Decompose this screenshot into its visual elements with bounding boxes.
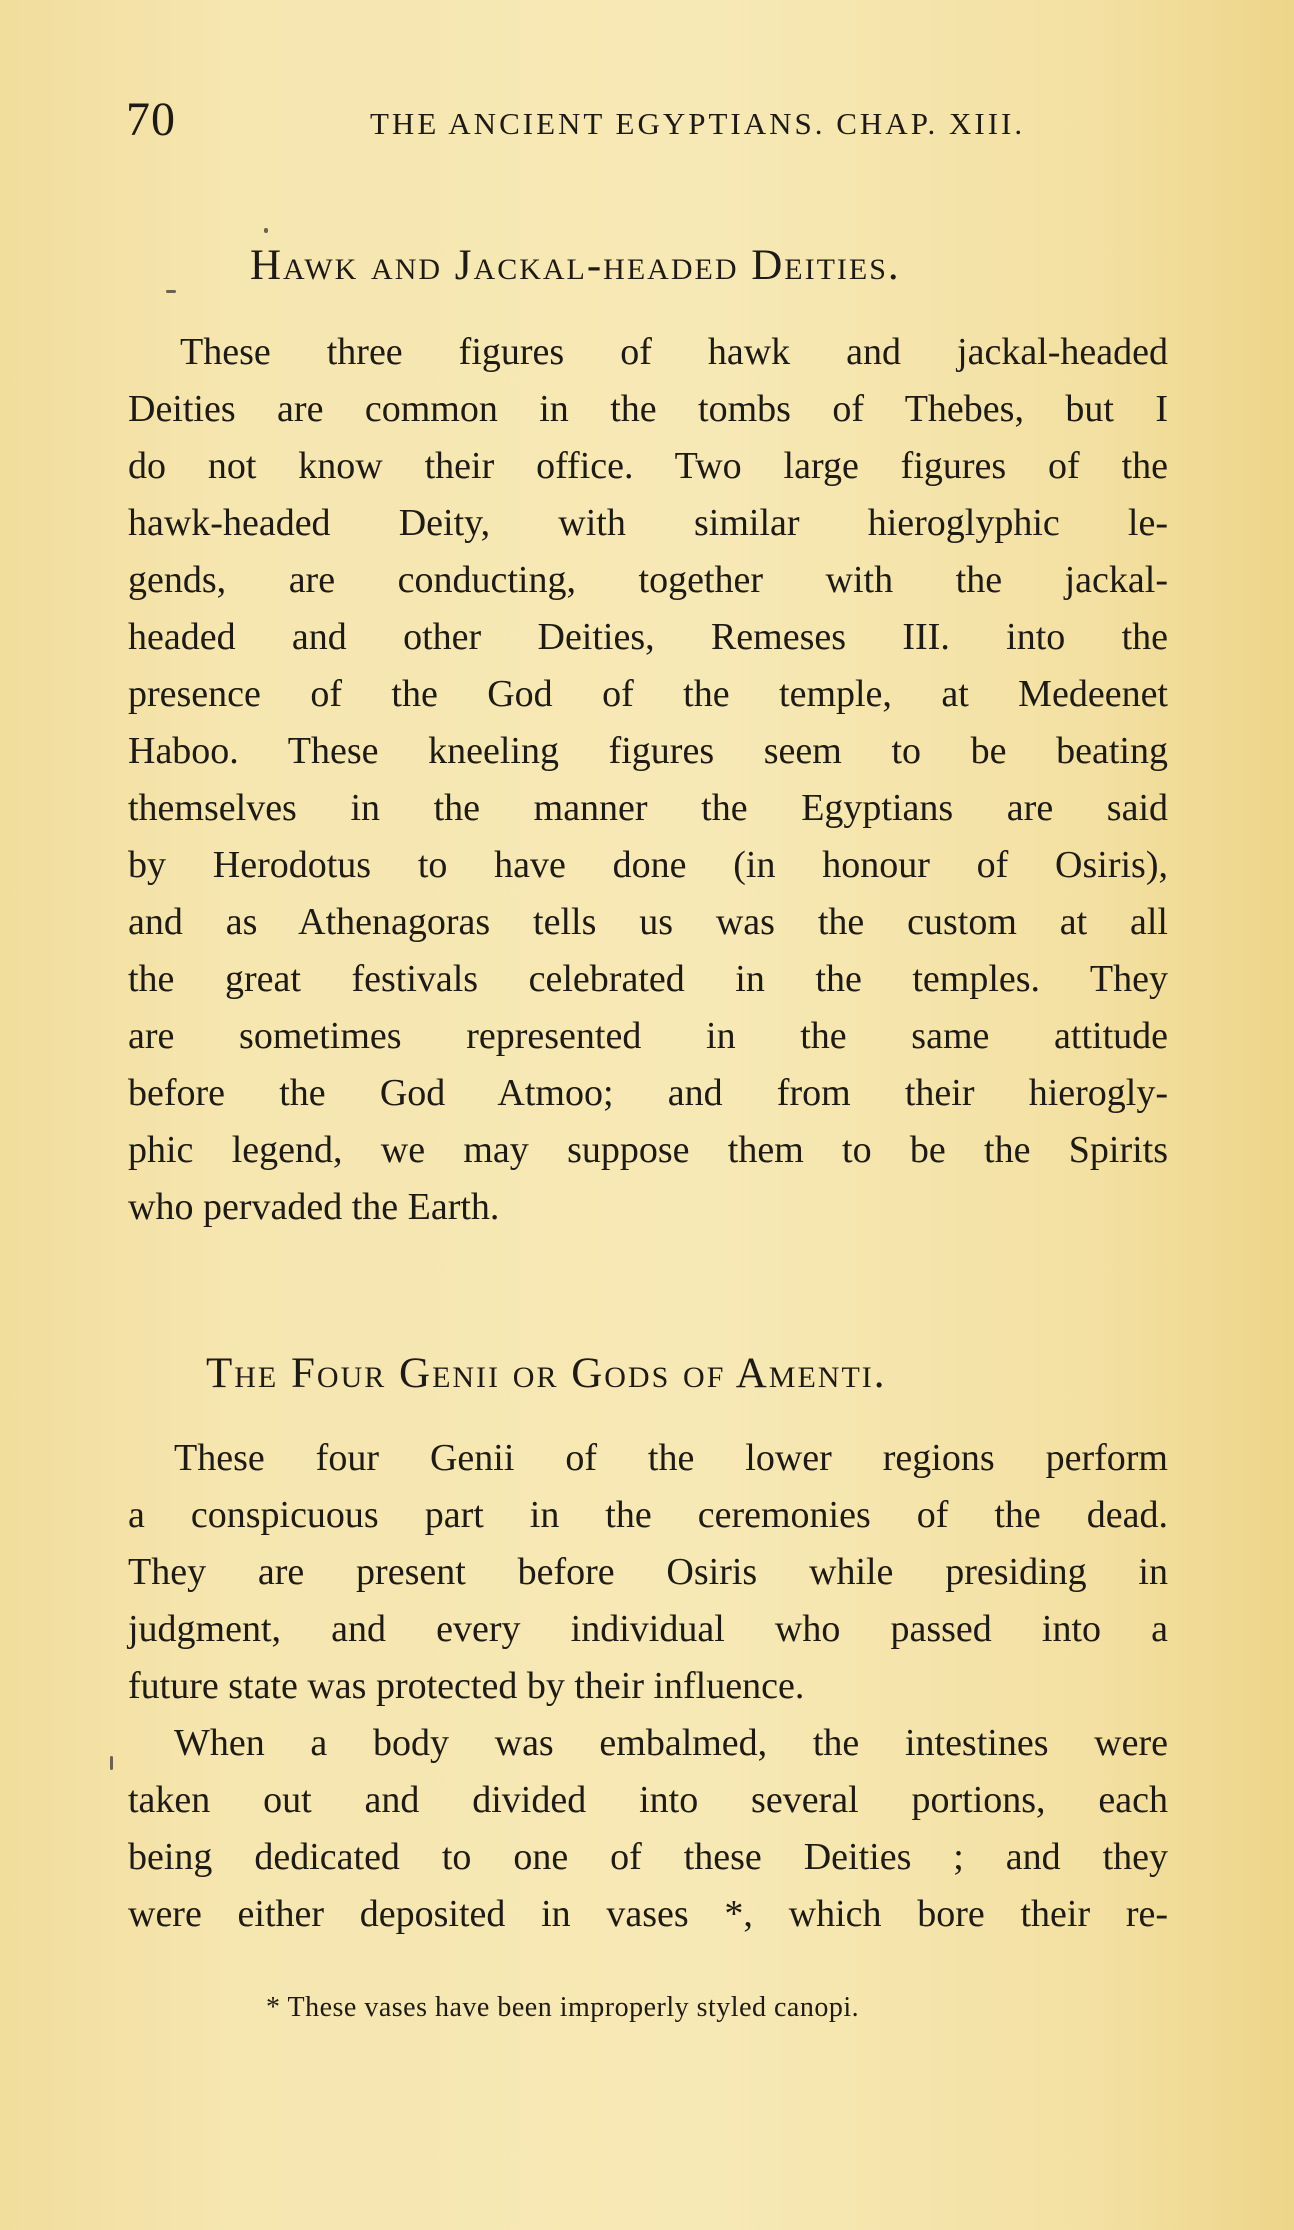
text-line: Haboo. These kneeling figures seem to be beating xyxy=(128,730,1168,772)
print-speck xyxy=(264,228,268,233)
text-line: When a body was embalmed, the intestines were xyxy=(174,1722,1168,1764)
text-line: before the God Atmoo; and from their hierogly- xyxy=(128,1072,1168,1114)
text-line: hawk-headed Deity, with similar hieroglyphic le- xyxy=(128,502,1168,544)
text-line: the great festivals celebrated in the temples. They xyxy=(128,958,1168,1000)
text-line: gends, are conducting, together with the jackal- xyxy=(128,559,1168,601)
text-line: themselves in the manner the Egyptians are said xyxy=(128,787,1168,829)
text-line: These four Genii of the lower regions perform xyxy=(174,1437,1168,1479)
text-line: are sometimes represented in the same attitude xyxy=(128,1015,1168,1057)
running-title: THE ANCIENT EGYPTIANS. CHAP. XIII. xyxy=(370,106,1026,141)
text-line: Deities are common in the tombs of Thebes, but I xyxy=(128,388,1168,430)
section-heading-hawk-jackal: Hawk and Jackal-headed Deities. xyxy=(250,242,901,289)
text-line: were either deposited in vases *, which bore their re- xyxy=(128,1893,1168,1935)
text-line: These three figures of hawk and jackal-headed xyxy=(180,331,1168,373)
text-line: phic legend, we may suppose them to be the Spirits xyxy=(128,1129,1168,1171)
print-speck xyxy=(166,290,176,293)
text-line: and as Athenagoras tells us was the custom at all xyxy=(128,901,1168,943)
text-line: do not know their office. Two large figures of the xyxy=(128,445,1168,487)
section-heading-four-genii: The Four Genii or Gods of Amenti. xyxy=(206,1350,887,1397)
text-line: a conspicuous part in the ceremonies of the dead. xyxy=(128,1494,1168,1536)
text-line: future state was protected by their influence. xyxy=(128,1665,805,1707)
text-line: presence of the God of the temple, at Medeenet xyxy=(128,673,1168,715)
running-head xyxy=(126,92,1186,152)
text-line: by Herodotus to have done (in honour of Osiris), xyxy=(128,844,1168,886)
footnote: * These vases have been improperly styled canopi. xyxy=(266,1992,860,2023)
page-number: 70 xyxy=(126,93,176,146)
text-line: judgment, and every individual who passed into a xyxy=(128,1608,1168,1650)
print-speck xyxy=(110,1756,113,1770)
text-line: who pervaded the Earth. xyxy=(128,1186,500,1228)
text-line: taken out and divided into several portions, each xyxy=(128,1779,1168,1821)
text-line: They are present before Osiris while presiding in xyxy=(128,1551,1168,1593)
text-line: headed and other Deities, Remeses III. into the xyxy=(128,616,1168,658)
text-line: being dedicated to one of these Deities ; and they xyxy=(128,1836,1168,1878)
